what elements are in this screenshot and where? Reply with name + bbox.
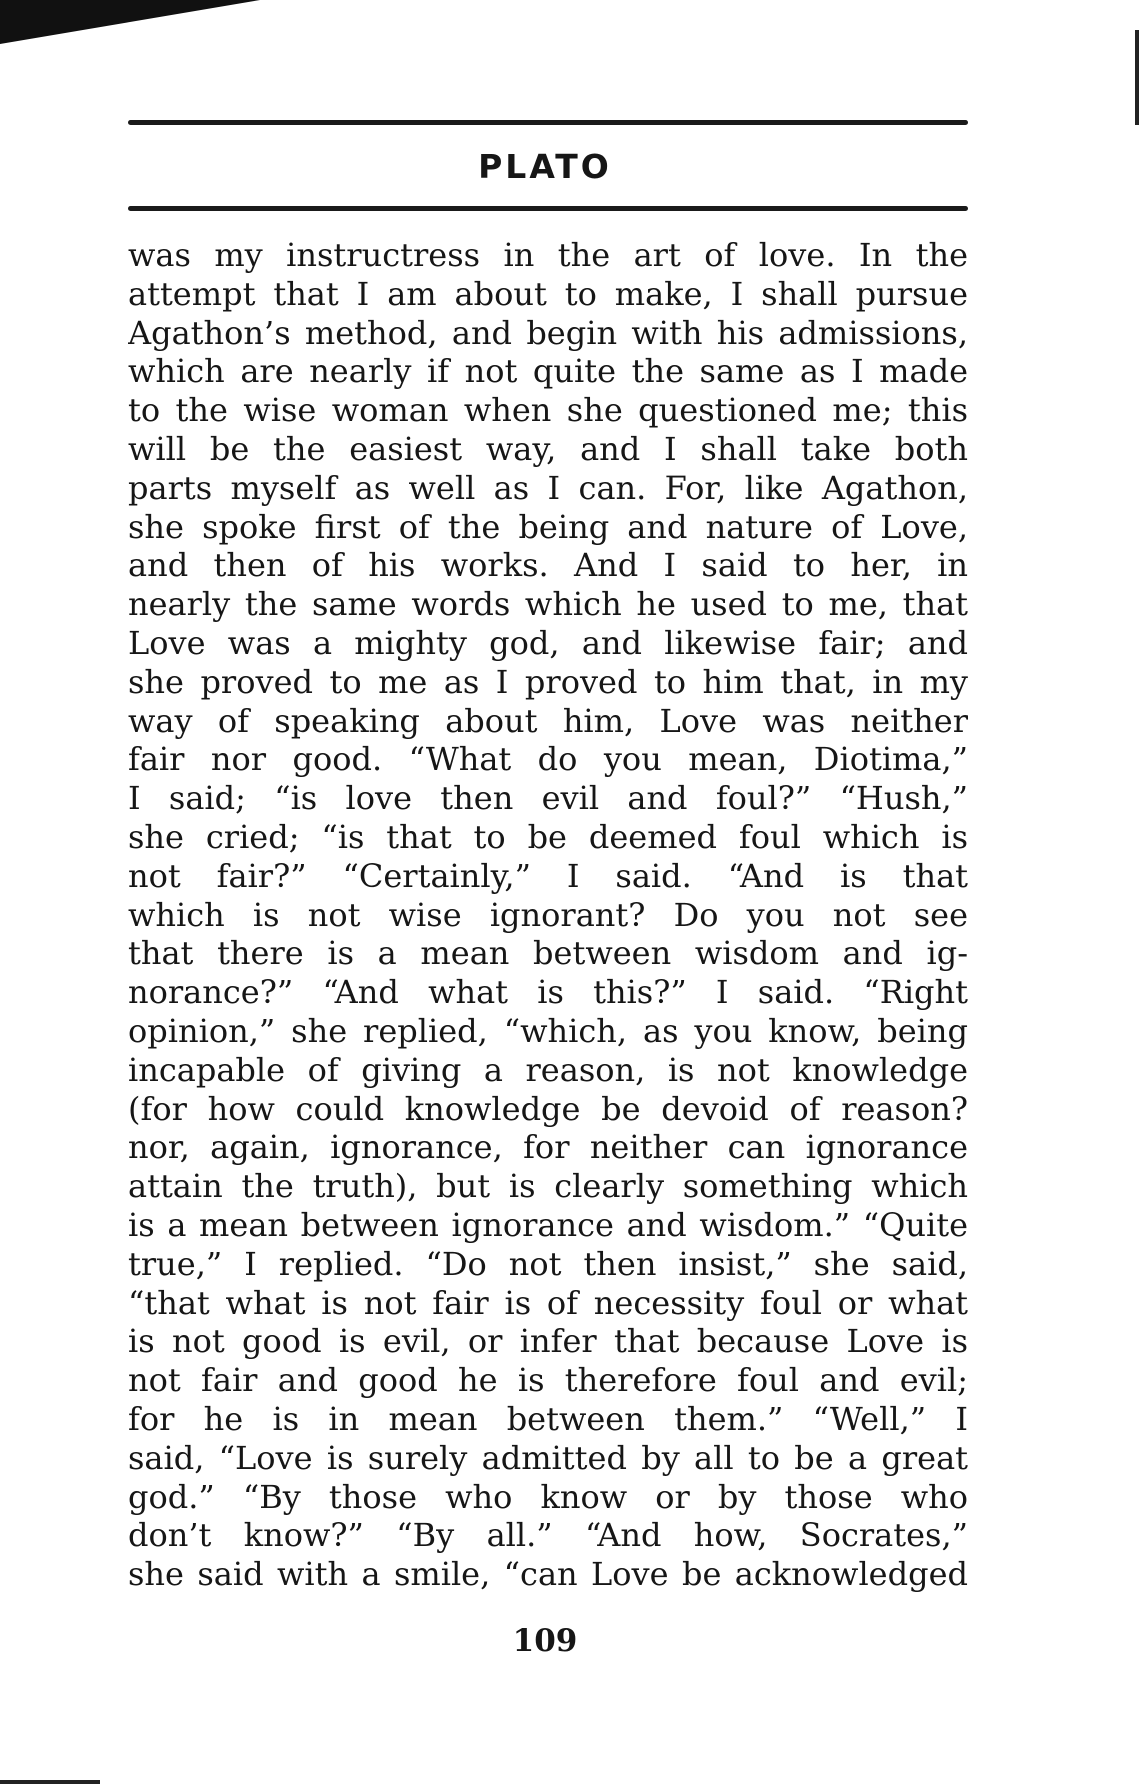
scan-edge-mark-top — [0, 0, 260, 44]
text-line: god.” “By those who know or by those who — [128, 1477, 968, 1516]
text-line: not fair and good he is therefore foul and evil; — [128, 1361, 968, 1400]
text-line: I said; “is love then evil and foul?” “Hush,” — [128, 779, 968, 818]
text-line: way of speaking about him, Love was neither — [128, 701, 968, 740]
text-line: parts myself as well as I can. For, like Agathon, — [128, 468, 968, 507]
text-line: which is not wise ignorant? Do you not see — [128, 895, 968, 934]
text-line: “that what is not fair is of necessity foul or what — [128, 1283, 968, 1322]
text-line: and then of his works. And I said to her, in — [128, 546, 968, 585]
text-line: is not good is evil, or infer that because Love is — [128, 1322, 968, 1361]
text-line: Agathon’s method, and begin with his admissions, — [128, 313, 968, 352]
text-line: will be the easiest way, and I shall take both — [128, 429, 968, 468]
text-line: incapable of giving a reason, is not knowledge — [128, 1050, 968, 1089]
scan-edge-mark-right — [1135, 30, 1139, 125]
page-number: 109 — [512, 1623, 578, 1659]
text-line: attain the truth), but is clearly something which — [128, 1167, 968, 1206]
text-line: (for how could knowledge be devoid of reason? — [128, 1089, 968, 1128]
text-line: she said with a smile, “can Love be acknowledged — [128, 1555, 968, 1594]
body-text — [128, 236, 968, 1594]
text-line: not fair?” “Certainly,” I said. “And is that — [128, 856, 968, 895]
text-line: to the wise woman when she questioned me; this — [128, 391, 968, 430]
text-line: which are nearly if not quite the same as I made — [128, 352, 968, 391]
text-line: is a mean between ignorance and wisdom.” “Quite — [128, 1205, 968, 1244]
text-line: she spoke first of the being and nature of Love, — [128, 507, 968, 546]
text-line: attempt that I am about to make, I shall pursue — [128, 274, 968, 313]
text-line: nearly the same words which he used to me, that — [128, 585, 968, 624]
text-line: for he is in mean between them.” “Well,” I — [128, 1399, 968, 1438]
header-rule-bottom — [128, 206, 968, 211]
text-line: Love was a mighty god, and likewise fair; and — [128, 623, 968, 662]
text-line: norance?” “And what is this?” I said. “Right — [128, 973, 968, 1012]
text-line: she cried; “is that to be deemed foul which is — [128, 817, 968, 856]
text-line: nor, again, ignorance, for neither can ignorance — [128, 1128, 968, 1167]
text-line: said, “Love is surely admitted by all to be a great — [128, 1438, 968, 1477]
scan-edge-mark-bottom — [0, 1780, 100, 1784]
text-line: she proved to me as I proved to him that, in my — [128, 662, 968, 701]
text-line: was my instructress in the art of love. In the — [128, 236, 968, 274]
running-head: PLATO — [478, 147, 612, 186]
text-line: fair nor good. “What do you mean, Diotima,” — [128, 740, 968, 779]
header-rule-top — [128, 120, 968, 125]
text-line: that there is a mean between wisdom and ig- — [128, 934, 968, 973]
text-line: true,” I replied. “Do not then insist,” she said, — [128, 1244, 968, 1283]
text-line: don’t know?” “By all.” “And how, Socrates,” — [128, 1516, 968, 1555]
text-line: opinion,” she replied, “which, as you know, being — [128, 1011, 968, 1050]
